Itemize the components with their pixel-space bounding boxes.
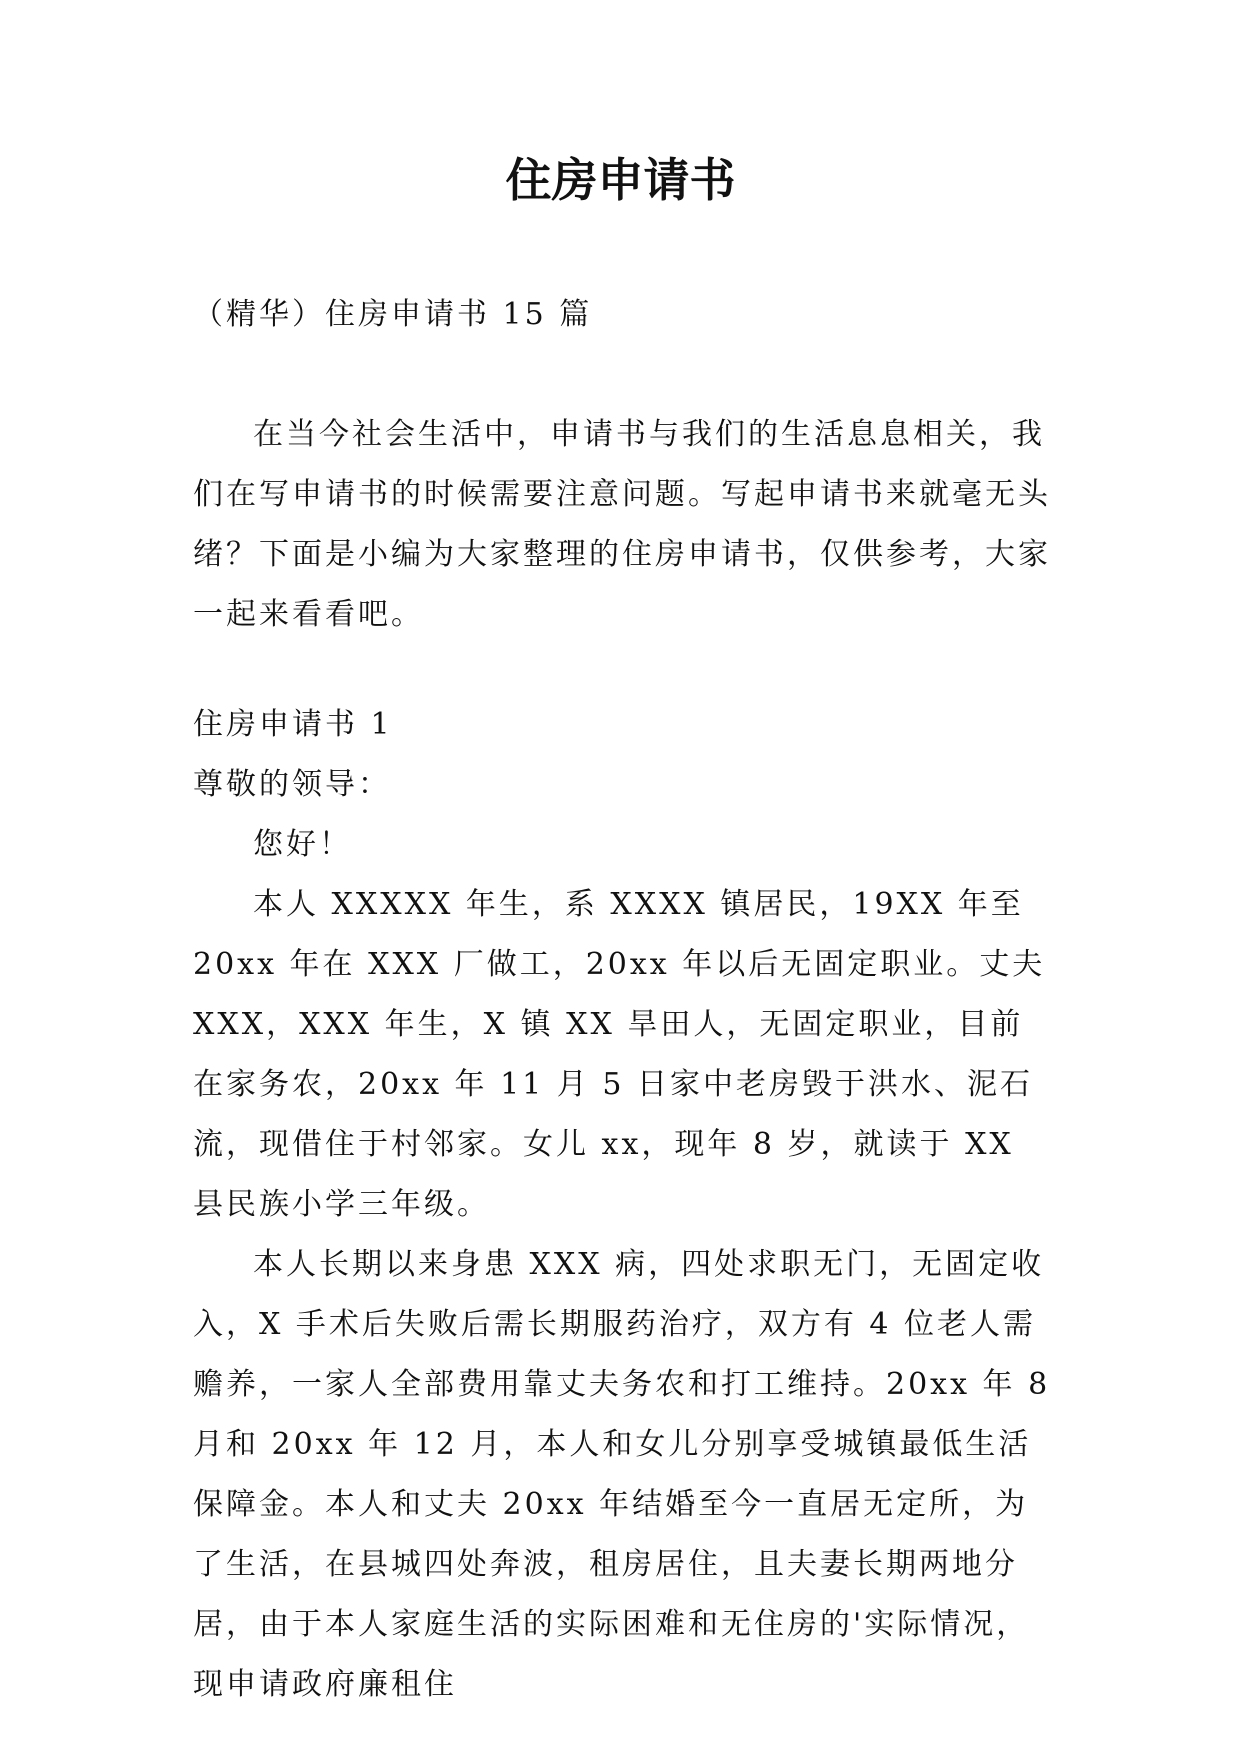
salutation: 尊敬的领导：	[193, 767, 391, 802]
letter-section	[193, 695, 1053, 1715]
letter-paragraph-1: 本人 XXXXX 年生，系 XXXX 镇居民，19XX 年至 20xx 年在 XXX 厂做工，20xx 年以后无固定职业。丈夫 XXX，XXX 年生，X 镇 XX 旱田人，无固定职业，目前在家务农，20xx 年 11 月 5 日家中老房毁于洪水、泥石流，现借住于村邻家。女儿 xx，现年 8 岁，就读于 XX 县民族小学三年级。	[193, 887, 1046, 1222]
letter-paragraph-2: 本人长期以来身患 XXX 病，四处求职无门，无固定收入，X 手术后失败后需长期服药治疗，双方有 4 位老人需赡养，一家人全部费用靠丈夫务农和打工维持。20xx 年 8 月和 20xx 年 12 月，本人和女儿分别享受城镇最低生活保障金。本人和丈夫 20xx 年结婚至今一直居无定所，为了生活，在县城四处奔波，租房居住，且夫妻长期两地分居，由于本人家庭生活的实际困难和无住房的'实际情况，现申请政府廉租住	[193, 1247, 1051, 1702]
document-title: 住房申请书	[505, 153, 736, 207]
intro-section	[193, 405, 1053, 645]
greeting: 您好！	[253, 827, 352, 862]
document-subtitle: （精华）住房申请书 15 篇	[193, 297, 593, 332]
intro-paragraph: 在当今社会生活中，申请书与我们的生活息息相关，我们在写申请书的时候需要注意问题。写起申请书来就毫无头绪？下面是小编为大家整理的住房申请书，仅供参考，大家一起来看看吧。	[193, 417, 1051, 632]
section-heading: 住房申请书 1	[193, 707, 393, 742]
